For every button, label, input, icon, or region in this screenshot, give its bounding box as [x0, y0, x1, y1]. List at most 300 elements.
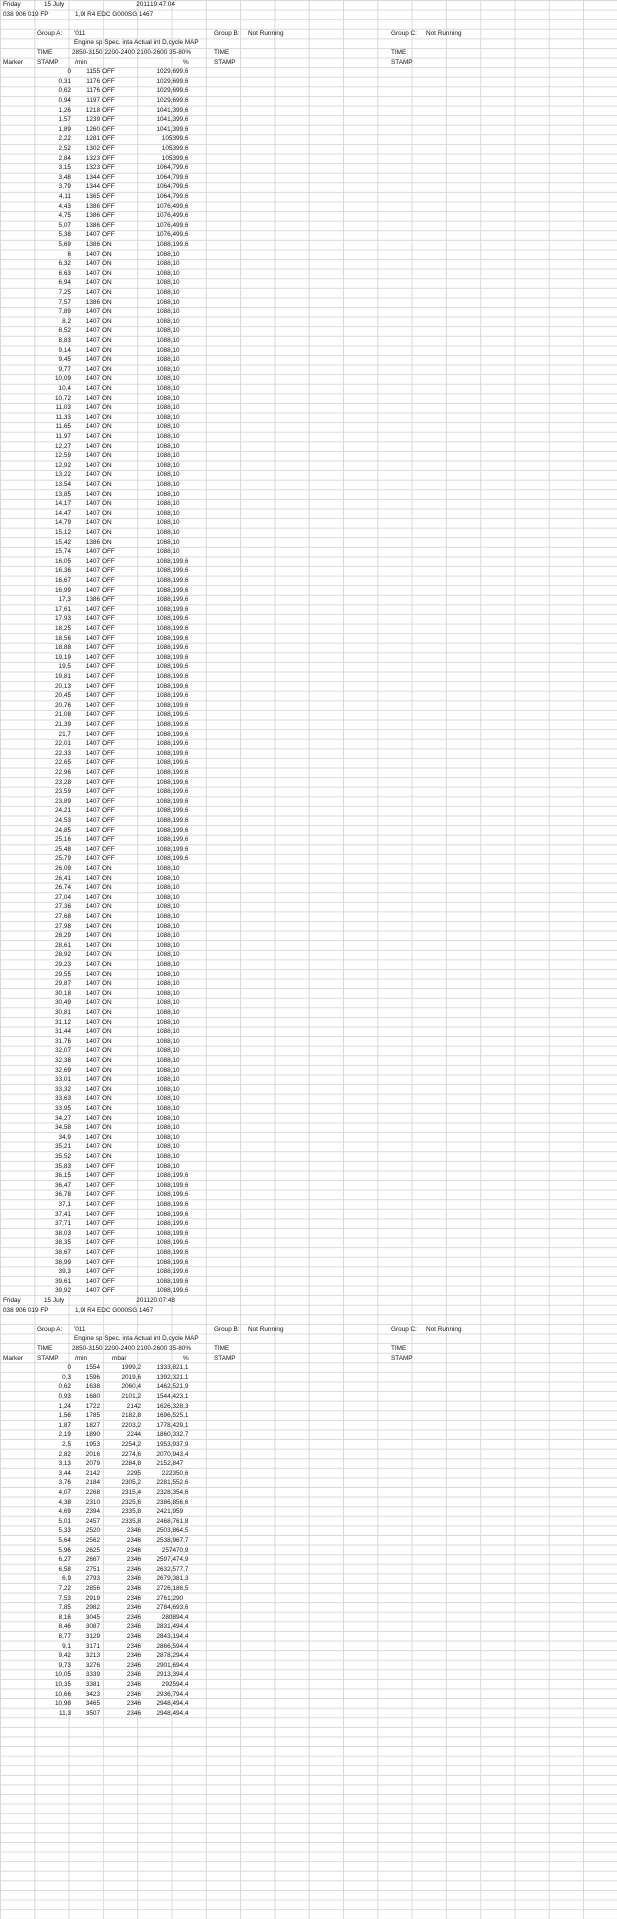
data-row: [0, 518, 617, 528]
group-c-label: Group C:: [391, 29, 417, 37]
switch-state-cell: OFF: [102, 788, 115, 796]
engine-speed-cell: 2310: [85, 1498, 100, 1506]
actual-intake-cell: 1088,1: [156, 1220, 176, 1228]
duty-cycle-cell: 0: [176, 865, 180, 872]
actual-intake-cell: 2843,1: [156, 1633, 176, 1640]
actual-intake-cell: 1088,1: [156, 1085, 176, 1093]
switch-state-cell: ON: [102, 893, 112, 901]
duty-cycle-cell: 99,6: [176, 845, 189, 853]
actual-intake-cell: 1088,1: [156, 490, 176, 498]
time-stamp-cell: 10,4: [58, 385, 71, 392]
data-row: [0, 490, 617, 500]
time-stamp-cell: 8,52: [58, 327, 71, 335]
switch-state-cell: OFF: [102, 1201, 115, 1208]
time-stamp-cell: 37,1: [58, 1201, 71, 1208]
actual-intake-cell: 1088,1: [156, 1095, 176, 1103]
duty-cycle-cell: 99,6: [176, 87, 189, 95]
time-stamp-cell: 26,09: [55, 865, 71, 872]
duty-cycle-cell: 99,6: [176, 1287, 189, 1295]
engine-speed-cell: 1407: [85, 577, 100, 584]
actual-intake-cell: 1088,1: [156, 605, 176, 613]
engine-speed-cell: 1176: [86, 87, 100, 95]
time-stamp-cell: 39,61: [55, 1277, 71, 1285]
actual-intake-cell: 1088,1: [156, 634, 176, 642]
duty-cycle-cell: 0: [176, 298, 180, 306]
duty-cycle-cell: 0: [176, 951, 180, 959]
data-row: [0, 1200, 617, 1210]
duty-cycle-cell: 99,6: [176, 567, 189, 575]
time-stamp-cell: 23,28: [55, 778, 71, 786]
engine-speed-cell: 1407: [85, 1258, 100, 1266]
engine-speed-cell: 1407: [85, 1057, 100, 1064]
switch-state-cell: OFF: [102, 1181, 115, 1189]
engine-speed-cell: 1407: [85, 1028, 100, 1036]
switch-state-cell: ON: [102, 1085, 112, 1093]
duty-cycle-cell: 0: [176, 1105, 180, 1112]
spec-row: [0, 48, 617, 58]
engine-speed-cell: 1407: [85, 1153, 100, 1160]
actual-intake-cell: 1064,7: [156, 193, 176, 200]
actual-intake-cell: 2936,7: [156, 1690, 176, 1698]
time-stamp-cell: 27,68: [55, 913, 71, 920]
engine-speed-cell: 1407: [85, 740, 100, 748]
duty-cycle-cell: 32,7: [176, 1431, 189, 1439]
duty-cycle-cell: 52,6: [176, 1479, 189, 1487]
time-stamp-cell: 7,85: [58, 1604, 71, 1612]
rpm-unit: /min: [75, 58, 88, 66]
data-row: [0, 67, 617, 77]
data-row: [0, 192, 617, 202]
engine-speed-cell: 1407: [85, 308, 100, 316]
actual-intake-cell: 1088,1: [156, 951, 176, 959]
duty-cycle-cell: 99,6: [176, 241, 189, 248]
group-c-value: Not Running: [426, 1325, 462, 1333]
switch-state-cell: OFF: [102, 769, 115, 776]
time-stamp-cell: 39,92: [55, 1287, 71, 1295]
percent-unit: %: [183, 58, 189, 66]
time-stamp-cell: 1,87: [58, 1421, 71, 1429]
engine-speed-cell: 2919: [85, 1594, 100, 1602]
actual-intake-cell: 1088,1: [156, 817, 176, 824]
engine-speed-cell: 1407: [85, 442, 100, 450]
duty-cycle-cell: 0: [176, 922, 180, 930]
actual-intake-cell: 1088,1: [156, 596, 176, 604]
switch-state-cell: OFF: [102, 596, 115, 604]
year-cell: 2011: [136, 1297, 150, 1304]
actual-intake-cell: 1088,1: [156, 980, 176, 988]
time-stamp-cell: 15,74: [55, 548, 71, 556]
duty-cycle-cell: 0: [176, 346, 180, 354]
time-stamp-cell: 5,96: [58, 1546, 71, 1554]
engine-speed-cell: 1407: [85, 961, 100, 968]
duty-cycle-cell: 99,6: [176, 221, 189, 229]
switch-state-cell: OFF: [102, 68, 115, 76]
actual-intake-cell: 1088,1: [156, 317, 176, 325]
data-row: [0, 1402, 617, 1412]
actual-intake-cell: 1088,1: [156, 1057, 176, 1064]
actual-intake-cell: 1088,1: [156, 577, 176, 584]
duty-cycle-cell: 0: [176, 356, 180, 364]
switch-state-cell: OFF: [102, 807, 115, 815]
actual-intake-cell: 1088,1: [156, 548, 176, 556]
actual-intake-cell: 1088,1: [156, 1277, 176, 1285]
time-stamp-cell: 34,58: [55, 1124, 71, 1132]
actual-intake-cell: 1088,1: [156, 337, 176, 344]
switch-state-cell: OFF: [102, 193, 115, 200]
duty-cycle-cell: 94,4: [176, 1613, 189, 1621]
engine-speed-cell: 1407: [85, 490, 100, 498]
time-stamp-cell: 10,98: [55, 1700, 71, 1708]
duty-cycle-cell: 99,6: [176, 701, 189, 709]
time-stamp-cell: 32,69: [55, 1066, 71, 1074]
time-stamp-cell: 26,41: [55, 874, 71, 882]
duty-cycle-cell: 94,4: [176, 1690, 189, 1698]
time-stamp-cell: 29,23: [55, 961, 71, 968]
actual-intake-cell: 1088,1: [156, 874, 176, 882]
switch-state-cell: ON: [102, 1018, 112, 1026]
time-c-label: TIME: [391, 1345, 407, 1352]
duty-cycle-cell: 99,6: [176, 173, 189, 181]
time-stamp-cell: 4,11: [59, 193, 71, 200]
spec-intake-cell: 2346: [126, 1700, 141, 1708]
stamp-label: STAMP: [37, 1354, 59, 1362]
switch-state-cell: OFF: [102, 548, 115, 556]
group-b-label: Group B:: [214, 1325, 240, 1333]
duty-cycle-cell: 0: [176, 442, 180, 450]
engine-speed-cell: 1365: [85, 193, 100, 200]
engine-speed-cell: 1407: [85, 797, 100, 805]
actual-intake-cell: 2948,4: [156, 1709, 176, 1717]
time-stamp-cell: 13,54: [55, 481, 71, 488]
time-stamp-cell: 9,45: [58, 356, 71, 364]
actual-intake-cell: 1088,1: [156, 1210, 176, 1218]
duty-cycle-cell: 99,6: [176, 1191, 189, 1199]
group-b-value: Not Running: [248, 1325, 284, 1333]
switch-state-cell: OFF: [102, 212, 115, 220]
time-stamp-cell: 24,53: [55, 817, 71, 824]
header-row: [0, 1296, 617, 1306]
group-a-label: Group A:: [37, 1325, 63, 1333]
actual-intake-cell: 2632,5: [156, 1565, 176, 1573]
time-stamp-cell: 36,47: [55, 1181, 71, 1189]
data-row: [0, 1632, 617, 1642]
switch-state-cell: ON: [102, 433, 112, 440]
switch-state-cell: ON: [102, 413, 112, 421]
duty-cycle-cell: 99,6: [176, 1258, 189, 1266]
engine-speed-cell: 1407: [85, 1037, 100, 1045]
duty-cycle-cell: 99,6: [176, 1220, 189, 1228]
duty-cycle-cell: 0: [176, 260, 180, 268]
switch-state-cell: ON: [102, 452, 112, 460]
group-a-value: '011: [74, 1325, 86, 1333]
engine-speed-cell: 1344: [85, 183, 100, 191]
duty-cycle-cell: 99,6: [176, 231, 189, 239]
actual-intake-cell: 2878,2: [156, 1652, 176, 1660]
time-stamp-cell: 29,87: [55, 980, 71, 988]
time-stamp-cell: 0: [67, 68, 71, 76]
switch-state-cell: OFF: [102, 1162, 115, 1170]
actual-intake-cell: 1088,1: [156, 586, 176, 594]
spec-intake-cell: 2142: [126, 1402, 141, 1410]
time-stamp-cell: 8,83: [58, 337, 71, 344]
engine-speed-cell: 1407: [85, 778, 100, 786]
duty-cycle-cell: 99,6: [176, 644, 189, 652]
engine-speed-cell: 2856: [85, 1585, 100, 1592]
data-row: [0, 1478, 617, 1488]
switch-state-cell: OFF: [102, 759, 115, 767]
time-stamp-cell: 19,5: [58, 663, 71, 671]
engine-speed-cell: 1218: [85, 106, 100, 114]
stamp-c-label: STAMP: [391, 58, 413, 66]
data-row: [0, 221, 617, 231]
engine-speed-cell: 1386: [85, 538, 100, 546]
spec-intake-cell: 2346: [126, 1652, 141, 1660]
switch-state-cell: ON: [102, 461, 112, 469]
actual-intake-cell: 1088,1: [156, 1133, 176, 1141]
actual-intake-cell: 1088,1: [156, 1239, 176, 1247]
data-row: [0, 182, 617, 192]
data-row: [0, 720, 617, 730]
duty-cycle-cell: 0: [176, 893, 180, 901]
actual-intake-cell: 1088,1: [156, 279, 176, 287]
duty-cycle-cell: 86,5: [176, 1585, 189, 1592]
engine-speed-cell: 1407: [85, 1095, 100, 1103]
engine-speed-cell: 1407: [85, 423, 100, 431]
actual-intake-cell: 1088,1: [156, 615, 176, 623]
time-cell: 19:47:04: [150, 1, 175, 8]
actual-intake-cell: 1041,3: [156, 116, 176, 124]
actual-intake-cell: 1088,1: [156, 701, 176, 709]
engine-speed-cell: 1407: [85, 845, 100, 853]
engine-speed-cell: 1407: [85, 1287, 100, 1295]
data-row: [0, 346, 617, 356]
switch-state-cell: OFF: [102, 625, 115, 632]
engine-speed-cell: 3129: [85, 1633, 100, 1640]
engine-speed-cell: 1407: [85, 989, 100, 997]
time-stamp-cell: 26,74: [55, 884, 71, 892]
duty-cycle-cell: 99,6: [176, 577, 189, 584]
data-row: [0, 240, 617, 250]
actual-intake-cell: 2913,3: [156, 1671, 176, 1679]
group-a-value: '011: [74, 29, 86, 37]
engine-speed-cell: 1407: [85, 1009, 100, 1016]
switch-state-cell: ON: [102, 317, 112, 325]
duty-cycle-cell: 0: [176, 279, 180, 287]
data-row: [0, 1219, 617, 1229]
engine-speed-cell: 3423: [85, 1690, 100, 1698]
engine-speed-cell: 1407: [85, 807, 100, 815]
time-stamp-cell: 8,2: [62, 317, 71, 325]
actual-intake-cell: 1088,1: [156, 970, 176, 978]
switch-state-cell: OFF: [102, 154, 115, 162]
switch-state-cell: OFF: [102, 125, 115, 133]
day-cell: Friday: [3, 1297, 21, 1304]
engine-speed-cell: 1407: [85, 903, 100, 911]
data-row: [0, 1536, 617, 1546]
switch-state-cell: OFF: [102, 663, 115, 671]
time-stamp-cell: 17,93: [55, 615, 71, 623]
engine-speed-cell: 1407: [85, 1114, 100, 1122]
duty-cycle-cell: 21,1: [176, 1364, 189, 1372]
time-stamp-cell: 11,97: [55, 433, 71, 440]
time-stamp-cell: 35,21: [55, 1143, 71, 1151]
data-row: [0, 1488, 617, 1498]
engine-speed-cell: 1407: [85, 1249, 100, 1256]
engine-speed-cell: 1407: [85, 749, 100, 757]
time-stamp-cell: 11,3: [59, 1709, 71, 1717]
engine-speed-cell: 1407: [85, 250, 100, 258]
engine-speed-cell: 1407: [85, 337, 100, 344]
stamp-label: STAMP: [37, 58, 59, 66]
engine-speed-cell: 1407: [85, 1229, 100, 1237]
data-row: [0, 1469, 617, 1479]
duty-cycle-cell: 99,6: [176, 740, 189, 748]
time-stamp-cell: 18,88: [55, 644, 71, 652]
switch-state-cell: OFF: [102, 826, 115, 834]
engine-speed-cell: 1407: [85, 980, 100, 988]
time-stamp-cell: 28,92: [55, 951, 71, 959]
actual-intake-cell: 1088,1: [156, 884, 176, 892]
data-row: [0, 1171, 617, 1181]
engine-speed-cell: 1890: [85, 1431, 100, 1439]
engine-speed-cell: 1407: [85, 481, 100, 488]
data-row: [0, 864, 617, 874]
engine-speed-cell: 1407: [85, 692, 100, 700]
switch-state-cell: ON: [102, 269, 112, 277]
spec-intake-cell: 2346: [126, 1661, 141, 1669]
spec-intake-cell: 2346: [126, 1681, 141, 1688]
time-stamp-cell: 31,12: [55, 1018, 71, 1026]
actual-intake-cell: 1088,1: [156, 1047, 176, 1055]
spec-ranges: 2850-3150 2200-2400 2100-2600 35-80%: [72, 49, 192, 56]
data-row: [0, 528, 617, 538]
switch-state-cell: OFF: [102, 1220, 115, 1228]
duty-cycle-cell: 0: [176, 1009, 180, 1016]
spec-intake-cell: 2325,6: [121, 1498, 141, 1506]
engine-speed-cell: 1407: [85, 836, 100, 844]
data-row: [0, 1133, 617, 1143]
time-stamp-cell: 2,5: [62, 1441, 71, 1448]
data-row: [0, 298, 617, 308]
duty-cycle-cell: 0: [176, 365, 180, 373]
duty-cycle-cell: 94,4: [176, 1700, 189, 1708]
switch-state-cell: OFF: [102, 644, 115, 652]
duty-cycle-cell: 99,6: [176, 615, 189, 623]
engine-speed-cell: 1407: [85, 893, 100, 901]
switch-state-cell: ON: [102, 1009, 112, 1016]
engine-speed-cell: 1407: [85, 625, 100, 632]
engine-speed-cell: 2268: [85, 1489, 100, 1496]
time-stamp-cell: 3,76: [58, 1479, 71, 1487]
engine-speed-cell: 1407: [85, 231, 100, 239]
group-b-label: Group B:: [214, 29, 240, 37]
actual-intake-cell: 1029,6: [156, 77, 176, 85]
duty-cycle-cell: 99,6: [176, 202, 189, 210]
duty-cycle-cell: 0: [176, 1018, 180, 1026]
actual-intake-cell: 1088,1: [156, 1009, 176, 1016]
switch-state-cell: OFF: [102, 1249, 115, 1256]
time-stamp-cell: 32,07: [55, 1047, 71, 1055]
data-row: [0, 1459, 617, 1469]
data-row: [0, 1152, 617, 1162]
engine-speed-cell: 1680: [85, 1393, 100, 1400]
marker-label: Marker: [3, 1354, 23, 1362]
duty-cycle-cell: 94,4: [176, 1671, 189, 1679]
time-stamp-cell: 1,89: [58, 125, 71, 133]
switch-state-cell: ON: [102, 1105, 112, 1112]
engine-speed-cell: 3213: [85, 1652, 100, 1660]
actual-intake-cell: 1088,1: [156, 807, 176, 815]
data-row: [0, 211, 617, 221]
switch-state-cell: ON: [102, 1066, 112, 1074]
spec-intake-cell: 2346: [126, 1546, 141, 1554]
actual-intake-cell: 2468,7: [156, 1517, 176, 1525]
time-stamp-cell: 10,72: [55, 394, 71, 402]
duty-cycle-cell: 0: [176, 548, 180, 556]
duty-cycle-cell: 0: [176, 423, 180, 431]
data-row: [0, 739, 617, 749]
duty-cycle-cell: 0: [176, 1066, 180, 1074]
duty-cycle-cell: 99,6: [176, 1229, 189, 1237]
actual-intake-cell: 1088,1: [156, 538, 176, 546]
time-stamp-cell: 14,17: [55, 500, 71, 508]
duty-cycle-cell: 99,6: [176, 596, 189, 604]
actual-intake-cell: 1088,1: [156, 250, 176, 258]
actual-intake-cell: 1088,1: [156, 682, 176, 690]
actual-intake-cell: 1088,1: [156, 922, 176, 930]
spec-intake-cell: 2244: [126, 1431, 141, 1439]
engine-speed-cell: 1407: [85, 327, 100, 335]
data-row: [0, 384, 617, 394]
engine-speed-cell: 1407: [85, 941, 100, 949]
switch-state-cell: ON: [102, 308, 112, 316]
engine-speed-cell: 1407: [85, 509, 100, 517]
spec-row: [0, 1344, 617, 1354]
engine-speed-cell: 1323: [85, 154, 100, 162]
data-row: [0, 365, 617, 375]
engine-speed-cell: 1407: [85, 346, 100, 354]
time-stamp-cell: 8,16: [58, 1613, 71, 1621]
time-stamp-cell: 33,63: [55, 1095, 71, 1103]
switch-state-cell: ON: [102, 327, 112, 335]
data-row: [0, 394, 617, 404]
actual-intake-cell: 1064,7: [156, 183, 176, 191]
data-row: [0, 422, 617, 432]
engine-speed-cell: 1407: [85, 1143, 100, 1151]
data-row: [0, 1018, 617, 1028]
actual-intake-cell: 2152,8: [156, 1460, 176, 1468]
duty-cycle-cell: 0: [176, 327, 180, 335]
data-row: [0, 1382, 617, 1392]
data-row: [0, 1526, 617, 1536]
time-stamp-cell: 3,48: [58, 173, 71, 181]
time-stamp-cell: 7,25: [58, 289, 71, 296]
duty-cycle-cell: 99,6: [176, 625, 189, 632]
duty-cycle-cell: 99,6: [176, 1172, 189, 1180]
spec-intake-cell: 2182,8: [121, 1412, 141, 1420]
data-row: [0, 730, 617, 740]
engine-speed-cell: 1344: [85, 173, 100, 181]
duty-cycle-cell: 54,6: [176, 1489, 189, 1496]
actual-intake-cell: 1088,1: [156, 644, 176, 652]
data-row: [0, 509, 617, 519]
actual-intake-cell: 2503,8: [156, 1527, 176, 1535]
duty-cycle-cell: 43,4: [176, 1450, 189, 1458]
actual-intake-cell: 1088,1: [156, 932, 176, 940]
data-row: [0, 1008, 617, 1018]
data-row: [0, 499, 617, 509]
description-row: [0, 38, 617, 48]
